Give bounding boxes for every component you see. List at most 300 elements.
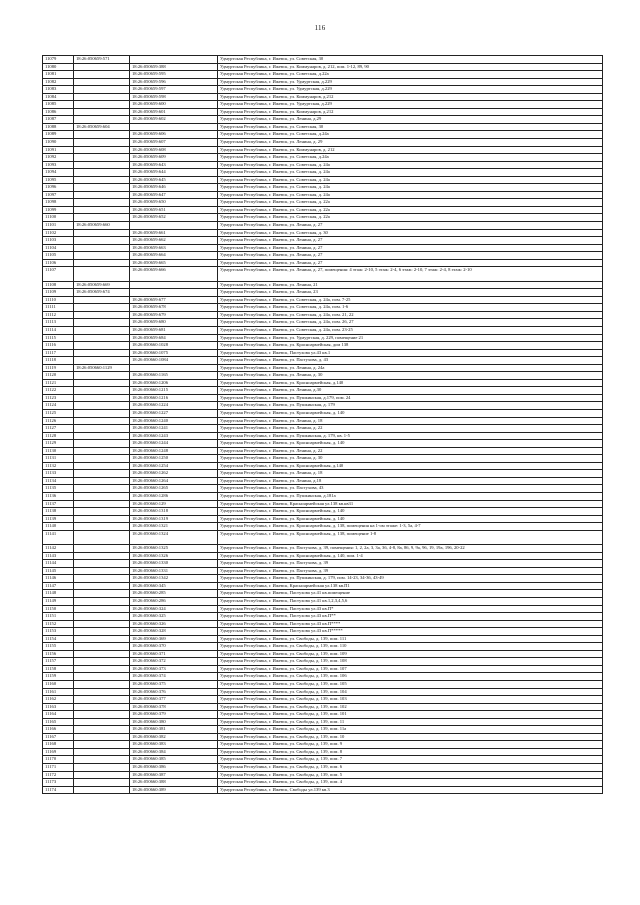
- record-number-cell: 11151: [43, 613, 74, 621]
- record-number-cell: 11088: [43, 123, 74, 131]
- land-parcel-number-cell: [74, 259, 130, 267]
- land-parcel-number-cell: [74, 613, 130, 621]
- record-number-cell: 11109: [43, 289, 74, 297]
- property-number-cell: 18:26:050660:380: [130, 718, 218, 726]
- table-row: [43, 311, 603, 319]
- record-number-cell: 11080: [43, 63, 74, 71]
- record-number-cell: 11130: [43, 447, 74, 455]
- property-number-cell: 18:26:050660:377: [130, 696, 218, 704]
- record-number-cell: 11094: [43, 169, 74, 177]
- property-number-cell: 18:26:050660:1286: [130, 493, 218, 501]
- land-parcel-number-cell: 18:26:050659:571: [74, 56, 130, 64]
- record-number-cell: 11161: [43, 688, 74, 696]
- record-number-cell: 11173: [43, 779, 74, 787]
- property-number-cell: 18:26:050660:1248: [130, 447, 218, 455]
- address-cell: Удмуртская Республика, г. Ижевск, ул. Ленина, д.30: [218, 387, 603, 395]
- property-number-cell: 18:26:050659:647: [130, 191, 218, 199]
- address-cell: Удмуртская Республика, г. Ижевск, Пастухова ул.43 кв.П****: [218, 620, 603, 628]
- address-cell: Удмуртская Республика, г. Ижевск, ул. Коммунаров, д. 212: [218, 146, 603, 154]
- record-number-cell: 11105: [43, 252, 74, 260]
- property-number-cell: 18:26:050660:1342: [130, 575, 218, 583]
- record-number-cell: 11096: [43, 184, 74, 192]
- property-number-cell: 18:26:050660:384: [130, 748, 218, 756]
- land-parcel-number-cell: [74, 131, 130, 139]
- table-row: [43, 244, 603, 252]
- record-number-cell: 11157: [43, 658, 74, 666]
- land-parcel-number-cell: [74, 252, 130, 260]
- address-cell: Удмуртская Республика, г. Ижевск, ул. Красноармейская, д.140: [218, 379, 603, 387]
- record-number-cell: 11169: [43, 748, 74, 756]
- land-parcel-number-cell: [74, 101, 130, 109]
- table-row: [43, 440, 603, 448]
- table-row: [43, 530, 603, 544]
- property-number-cell: 18:26:050660:383: [130, 741, 218, 749]
- record-number-cell: 11149: [43, 597, 74, 605]
- property-number-cell: 18:26:050659:661: [130, 229, 218, 237]
- address-cell: Удмуртская Республика, г. Ижевск, ул. Красноармейская, д. 140: [218, 410, 603, 418]
- record-number-cell: 11118: [43, 357, 74, 365]
- property-number-cell: 18:26:050660:379: [130, 711, 218, 719]
- land-parcel-number-cell: [74, 116, 130, 124]
- address-cell: Удмуртская Республика, г. Ижевск, ул. Красноармейская, д. 138, помещение 1-8: [218, 530, 603, 544]
- address-cell: Удмуртская Республика, г. Ижевск, ул. Советская, 30: [218, 56, 603, 64]
- address-cell: Удмуртская Республика, г. Ижевск, ул. Ленина, д. 30: [218, 455, 603, 463]
- property-number-cell: [130, 281, 218, 289]
- land-parcel-number-cell: [74, 696, 130, 704]
- table-row: [43, 252, 603, 260]
- land-parcel-number-cell: [74, 628, 130, 636]
- property-number-cell: 18:26:050659:666: [130, 267, 218, 281]
- property-number-cell: 18:26:050659:601: [130, 108, 218, 116]
- address-cell: Удмуртская Республика, г. Ижевск, ул. Свободы, д. 139, пом. 103: [218, 696, 603, 704]
- record-number-cell: 11098: [43, 199, 74, 207]
- property-number-cell: 18:26:050660:374: [130, 673, 218, 681]
- land-parcel-number-cell: [74, 176, 130, 184]
- table-row: [43, 696, 603, 704]
- address-cell: Удмуртская Республика, г. Ижевск, ул. Ленина, д. 18: [218, 417, 603, 425]
- address-cell: Удмуртская Республика, г. Ижевск, ул. Свободы, д. 139, пом. 6: [218, 764, 603, 772]
- record-number-cell: 11152: [43, 620, 74, 628]
- record-number-cell: 11125: [43, 410, 74, 418]
- record-number-cell: 11093: [43, 161, 74, 169]
- address-cell: Удмуртская Республика, г. Ижевск, ул. Советская, д. 24а: [218, 191, 603, 199]
- property-number-cell: 18:26:050660:385: [130, 756, 218, 764]
- land-parcel-number-cell: [74, 567, 130, 575]
- table-row: [43, 326, 603, 334]
- record-number-cell: 11091: [43, 146, 74, 154]
- address-cell: Удмуртская Республика, г. Ижевск, ул. Свободы, д. 139, пом. 5: [218, 771, 603, 779]
- address-cell: Удмуртская Республика, г. Ижевск, ул. Советская, д. 22а: [218, 199, 603, 207]
- land-parcel-number-cell: [74, 665, 130, 673]
- address-cell: Удмуртская Республика, г. Ижевск, ул. Свободы, д. 139, пом. 7: [218, 756, 603, 764]
- land-parcel-number-cell: 18:26:050659:604: [74, 123, 130, 131]
- land-parcel-number-cell: [74, 410, 130, 418]
- address-cell: Удмуртская Республика, г. Ижевск, ул. Советская, д.22а: [218, 71, 603, 79]
- address-cell: Удмуртская Республика, г. Ижевск, ул. Свободы, д. 139, пом. 104: [218, 688, 603, 696]
- property-number-cell: 18:26:050659:650: [130, 199, 218, 207]
- address-cell: Удмуртская Республика, г. Ижевск, ул. Свободы, д. 139, пом. 111: [218, 635, 603, 643]
- address-cell: Удмуртская Республика, г. Ижевск, ул. Коммунаров, д. 212, пом. 1-12, 89, 90: [218, 63, 603, 71]
- table-row: [43, 628, 603, 636]
- land-parcel-number-cell: [74, 206, 130, 214]
- land-parcel-number-cell: [74, 703, 130, 711]
- address-cell: Удмуртская Республика, г. Ижевск, ул. Советская, 30: [218, 123, 603, 131]
- record-number-cell: 11148: [43, 590, 74, 598]
- land-parcel-number-cell: [74, 650, 130, 658]
- table-row: [43, 372, 603, 380]
- address-cell: Удмуртская Республика, г. Ижевск, ул. Пастухова, д. 43: [218, 357, 603, 365]
- record-number-cell: 11153: [43, 628, 74, 636]
- table-row: [43, 432, 603, 440]
- property-number-cell: 18:26:050660:1075: [130, 349, 218, 357]
- property-number-cell: [130, 364, 218, 372]
- record-number-cell: 11090: [43, 139, 74, 147]
- land-parcel-number-cell: [74, 680, 130, 688]
- land-parcel-number-cell: [74, 605, 130, 613]
- table-row: [43, 582, 603, 590]
- address-cell: Удмуртская Республика, г. Ижевск, ул. Пушкинская, д. 179: [218, 402, 603, 410]
- property-number-cell: 18:26:050659:388: [130, 63, 218, 71]
- property-number-cell: 18:26:050660:285: [130, 590, 218, 598]
- table-row: [43, 86, 603, 94]
- address-cell: Удмуртская Республика, г. Ижевск, ул. Ленина, д.18: [218, 477, 603, 485]
- record-number-cell: 11137: [43, 500, 74, 508]
- land-parcel-number-cell: [74, 161, 130, 169]
- property-number-cell: 18:26:050660:1206: [130, 379, 218, 387]
- property-number-cell: 18:26:050659:663: [130, 244, 218, 252]
- address-cell: Удмуртская Республика, г. Ижевск, ул. Пушкинская, д.181а: [218, 493, 603, 501]
- address-cell: Удмуртская Республика, г. Ижевск, ул. Пушкинская, д. 179, кв. 1-5: [218, 432, 603, 440]
- table-row: [43, 222, 603, 230]
- property-number-cell: 18:26:050659:678: [130, 304, 218, 312]
- address-cell: Удмуртская Республика, г. Ижевск, ул. Пастухова, д. 39: [218, 560, 603, 568]
- land-parcel-number-cell: [74, 597, 130, 605]
- property-number-cell: 18:26:050660:129: [130, 500, 218, 508]
- property-number-cell: 18:26:050660:1326: [130, 552, 218, 560]
- record-number-cell: 11154: [43, 635, 74, 643]
- property-number-cell: 18:26:050660:1250: [130, 455, 218, 463]
- table-row: [43, 176, 603, 184]
- property-number-cell: 18:26:050660:1262: [130, 470, 218, 478]
- record-number-cell: 11167: [43, 733, 74, 741]
- land-parcel-number-cell: [74, 493, 130, 501]
- address-cell: Удмуртская Республика, г. Ижевск, ул. Свободы, д. 139, пом. 4: [218, 779, 603, 787]
- land-parcel-number-cell: [74, 552, 130, 560]
- property-number-cell: 18:26:050660:1227: [130, 410, 218, 418]
- record-number-cell: 11100: [43, 214, 74, 222]
- address-cell: Удмуртская Республика, г. Ижевск, ул. Советская, д. 24а: [218, 169, 603, 177]
- property-number-cell: 18:26:050659:664: [130, 252, 218, 260]
- property-number-cell: 18:26:050660:370: [130, 643, 218, 651]
- table-row: [43, 756, 603, 764]
- address-cell: Удмуртская Республика, г. Ижевск, ул. Удмуртская, д. 229, помещение 21: [218, 334, 603, 342]
- land-parcel-number-cell: 18:26:050659:674: [74, 289, 130, 297]
- table-row: [43, 379, 603, 387]
- address-cell: Удмуртская Республика, г. Ижевск, ул. Свободы, д. 139, пом. 10: [218, 733, 603, 741]
- table-row: [43, 688, 603, 696]
- land-parcel-number-cell: [74, 71, 130, 79]
- record-number-cell: 11095: [43, 176, 74, 184]
- address-cell: Удмуртская Республика, г. Ижевск, ул. Ленина, д. 27: [218, 222, 603, 230]
- address-cell: Удмуртская Республика, г. Ижевск, ул. Пастухова, д. 39: [218, 567, 603, 575]
- record-number-cell: 11110: [43, 296, 74, 304]
- table-row: [43, 357, 603, 365]
- property-number-cell: [130, 123, 218, 131]
- table-row: [43, 620, 603, 628]
- record-number-cell: 11079: [43, 56, 74, 64]
- property-number-cell: 18:26:050660:387: [130, 771, 218, 779]
- table-row: [43, 364, 603, 372]
- table-row: [43, 56, 603, 64]
- record-number-cell: 11092: [43, 154, 74, 162]
- table-row: [43, 214, 603, 222]
- table-row: [43, 319, 603, 327]
- property-number-cell: 18:26:050659:645: [130, 176, 218, 184]
- record-number-cell: 11101: [43, 222, 74, 230]
- property-number-cell: [130, 289, 218, 297]
- property-number-cell: 18:26:050660:382: [130, 733, 218, 741]
- address-cell: Удмуртская Республика, г. Ижевск, ул. Коммунаров, д.212: [218, 93, 603, 101]
- land-parcel-number-cell: [74, 440, 130, 448]
- property-number-cell: 18:26:050659:646: [130, 184, 218, 192]
- address-cell: Удмуртская Республика, г. Ижевск, ул. Свободы, д. 139, пом. 11: [218, 718, 603, 726]
- property-number-cell: 18:26:050660:1254: [130, 462, 218, 470]
- property-number-cell: 18:26:050660:388: [130, 779, 218, 787]
- record-number-cell: 11087: [43, 116, 74, 124]
- address-cell: Удмуртская Республика, г. Ижевск, ул. Советская, д.24а: [218, 131, 603, 139]
- record-number-cell: 11160: [43, 680, 74, 688]
- record-number-cell: 11126: [43, 417, 74, 425]
- record-number-cell: 11135: [43, 485, 74, 493]
- address-cell: Удмуртская Республика, г. Ижевск, ул. Советская, д. 24а, пом. 1-6: [218, 304, 603, 312]
- record-number-cell: 11146: [43, 575, 74, 583]
- land-parcel-number-cell: [74, 334, 130, 342]
- property-number-cell: 18:26:050660:326: [130, 620, 218, 628]
- land-parcel-number-cell: [74, 229, 130, 237]
- address-cell: Удмуртская Республика, г. Ижевск, ул. Ленина, д. 27, помещения: 4 этаж: 2-10, 5 этаж: 2-4, 6 этаж: 2-10, 7 этаж: 2-4, 8 этаж: 2-10: [218, 267, 603, 281]
- record-number-cell: 11107: [43, 267, 74, 281]
- table-row: [43, 545, 603, 553]
- record-number-cell: 11170: [43, 756, 74, 764]
- record-number-cell: 11147: [43, 582, 74, 590]
- land-parcel-number-cell: [74, 688, 130, 696]
- table-row: [43, 462, 603, 470]
- table-row: [43, 726, 603, 734]
- record-number-cell: 11102: [43, 229, 74, 237]
- table-row: [43, 786, 603, 794]
- table-row: [43, 552, 603, 560]
- record-number-cell: 11168: [43, 741, 74, 749]
- address-cell: Удмуртская Республика, г. Ижевск, ул. Свободы, д. 139, пом. 11а: [218, 726, 603, 734]
- property-number-cell: 18:26:050660:386: [130, 764, 218, 772]
- registry-table-body: [43, 56, 603, 794]
- property-number-cell: 18:26:050660:1265: [130, 485, 218, 493]
- address-cell: Удмуртская Республика, г. Ижевск, Красноармейская ул.138 кв.кв31: [218, 500, 603, 508]
- property-number-cell: 18:26:050659:602: [130, 116, 218, 124]
- table-row: [43, 71, 603, 79]
- property-number-cell: 18:26:050660:375: [130, 680, 218, 688]
- address-cell: Удмуртская Республика, г. Ижевск, ул. Красноармейская, д. 138, помещения на 1-ом этаже: 1-3, 5а, 4-7: [218, 523, 603, 531]
- table-row: [43, 567, 603, 575]
- table-row: [43, 289, 603, 297]
- table-row: [43, 184, 603, 192]
- record-number-cell: 11123: [43, 394, 74, 402]
- record-number-cell: 11158: [43, 665, 74, 673]
- record-number-cell: 11142: [43, 545, 74, 553]
- table-row: [43, 650, 603, 658]
- land-parcel-number-cell: [74, 523, 130, 531]
- record-number-cell: 11127: [43, 425, 74, 433]
- address-cell: Удмуртская Республика, г. Ижевск, ул. Удмуртская, д.229: [218, 86, 603, 94]
- record-number-cell: 11144: [43, 560, 74, 568]
- land-parcel-number-cell: [74, 296, 130, 304]
- table-row: [43, 304, 603, 312]
- property-number-cell: 18:26:050659:598: [130, 93, 218, 101]
- land-parcel-number-cell: [74, 108, 130, 116]
- table-row: [43, 673, 603, 681]
- record-number-cell: 11132: [43, 462, 74, 470]
- land-parcel-number-cell: [74, 146, 130, 154]
- property-number-cell: 18:26:050660:1244: [130, 440, 218, 448]
- record-number-cell: 11084: [43, 93, 74, 101]
- address-cell: Удмуртская Республика, г. Ижевск, Пастухова ул.43 кв.П**: [218, 613, 603, 621]
- address-cell: Удмуртская Республика, г. Ижевск, ул. Свободы, д. 139, пом. 106: [218, 673, 603, 681]
- land-parcel-number-cell: [74, 349, 130, 357]
- record-number-cell: 11140: [43, 523, 74, 531]
- record-number-cell: 11115: [43, 334, 74, 342]
- address-cell: Удмуртская Республика, г. Ижевск, ул. Ленина, д. 22: [218, 447, 603, 455]
- table-row: [43, 229, 603, 237]
- table-row: [43, 139, 603, 147]
- address-cell: Удмуртская Республика, г. Ижевск, ул. Советская, д. 24а, пом. 7-25: [218, 296, 603, 304]
- land-parcel-number-cell: [74, 515, 130, 523]
- record-number-cell: 11129: [43, 440, 74, 448]
- land-parcel-number-cell: 18:26:050659:669: [74, 281, 130, 289]
- land-parcel-number-cell: [74, 154, 130, 162]
- property-number-cell: 18:26:050660:378: [130, 703, 218, 711]
- table-row: [43, 93, 603, 101]
- land-parcel-number-cell: [74, 590, 130, 598]
- property-number-cell: 18:26:050660:381: [130, 726, 218, 734]
- land-parcel-number-cell: [74, 169, 130, 177]
- address-cell: Удмуртская Республика, г. Ижевск, ул. Советская, д. 24а: [218, 161, 603, 169]
- address-cell: Удмуртская Республика, г. Ижевск, ул. Ленина, д. 27: [218, 237, 603, 245]
- record-number-cell: 11089: [43, 131, 74, 139]
- property-number-cell: [130, 56, 218, 64]
- land-parcel-number-cell: [74, 786, 130, 794]
- table-row: [43, 764, 603, 772]
- record-number-cell: 11083: [43, 86, 74, 94]
- address-cell: Удмуртская Республика, г. Ижевск, ул. Свободы, д. 139, пом. 108: [218, 658, 603, 666]
- table-row: [43, 515, 603, 523]
- record-number-cell: 11172: [43, 771, 74, 779]
- record-number-cell: 11136: [43, 493, 74, 501]
- table-row: [43, 191, 603, 199]
- address-cell: Удмуртская Республика, г. Ижевск, ул. Коммунаров, д.212: [218, 108, 603, 116]
- table-row: [43, 63, 603, 71]
- table-row: [43, 387, 603, 395]
- table-row: [43, 108, 603, 116]
- land-parcel-number-cell: [74, 447, 130, 455]
- land-parcel-number-cell: [74, 500, 130, 508]
- property-number-cell: 18:26:050660:1331: [130, 567, 218, 575]
- table-row: [43, 78, 603, 86]
- record-number-cell: 11081: [43, 71, 74, 79]
- land-parcel-number-cell: [74, 184, 130, 192]
- property-number-cell: 18:26:050659:662: [130, 237, 218, 245]
- property-number-cell: 18:26:050660:1084: [130, 357, 218, 365]
- land-parcel-number-cell: [74, 311, 130, 319]
- record-number-cell: 11104: [43, 244, 74, 252]
- address-cell: Удмуртская Республика, г. Ижевск, ул. Советская, д. 22а: [218, 206, 603, 214]
- property-number-cell: 18:26:050659:677: [130, 296, 218, 304]
- record-number-cell: 11117: [43, 349, 74, 357]
- address-cell: Удмуртская Республика, г. Ижевск, ул. Красноармейская, д. 140: [218, 515, 603, 523]
- address-cell: Удмуртская Республика, г. Ижевск, ул. Свободы, д. 139, пом. 109: [218, 650, 603, 658]
- land-parcel-number-cell: [74, 455, 130, 463]
- record-number-cell: 11134: [43, 477, 74, 485]
- land-parcel-number-cell: [74, 582, 130, 590]
- land-parcel-number-cell: [74, 319, 130, 327]
- table-row: [43, 711, 603, 719]
- address-cell: Удмуртская Республика, г. Ижевск, Пастухова ул.41 кв.помещение: [218, 590, 603, 598]
- record-number-cell: 11128: [43, 432, 74, 440]
- property-number-cell: 18:26:050659:643: [130, 161, 218, 169]
- address-cell: Удмуртская Республика, г. Ижевск, ул. Ленина, д. 27: [218, 259, 603, 267]
- land-parcel-number-cell: 18:26:050660:1129: [74, 364, 130, 372]
- address-cell: Удмуртская Республика, г. Ижевск, ул. Советская, д. 24а: [218, 176, 603, 184]
- table-row: [43, 748, 603, 756]
- table-row: [43, 703, 603, 711]
- record-number-cell: 11124: [43, 402, 74, 410]
- property-number-cell: [130, 222, 218, 230]
- table-row: [43, 741, 603, 749]
- address-cell: Удмуртская Республика, г. Ижевск, ул. Свободы, д. 139, пом. 110: [218, 643, 603, 651]
- property-number-cell: 18:26:050660:1325: [130, 545, 218, 553]
- property-number-cell: 18:26:050660:1318: [130, 508, 218, 516]
- land-parcel-number-cell: [74, 417, 130, 425]
- record-number-cell: 11099: [43, 206, 74, 214]
- table-row: [43, 733, 603, 741]
- property-number-cell: 18:26:050659:679: [130, 311, 218, 319]
- property-number-cell: 18:26:050660:1165: [130, 372, 218, 380]
- table-row: [43, 334, 603, 342]
- address-cell: Удмуртская Республика, г. Ижевск, ул. Свободы, д. 139, пом. 107: [218, 665, 603, 673]
- record-number-cell: 11112: [43, 311, 74, 319]
- table-row: [43, 101, 603, 109]
- address-cell: Удмуртская Республика, г. Ижевск, ул. Красноармейская, дом 138: [218, 342, 603, 350]
- address-cell: Удмуртская Республика, г. Ижевск, ул. Красноармейская, д. 140, пом. 1-4: [218, 552, 603, 560]
- address-cell: Удмуртская Республика, г. Ижевск, ул. Свободы, д. 139, пом. 102: [218, 703, 603, 711]
- land-parcel-number-cell: [74, 357, 130, 365]
- property-number-cell: 18:26:050659:680: [130, 319, 218, 327]
- registry-table: [42, 55, 603, 794]
- land-parcel-number-cell: [74, 771, 130, 779]
- address-cell: Удмуртская Республика, г. Ижевск, ул. Пастухова, 43: [218, 485, 603, 493]
- property-number-cell: 18:26:050660:325: [130, 613, 218, 621]
- land-parcel-number-cell: [74, 748, 130, 756]
- table-row: [43, 477, 603, 485]
- land-parcel-number-cell: [74, 78, 130, 86]
- land-parcel-number-cell: [74, 620, 130, 628]
- land-parcel-number-cell: [74, 764, 130, 772]
- record-number-cell: 11156: [43, 650, 74, 658]
- property-number-cell: 18:26:050660:1215: [130, 387, 218, 395]
- table-row: [43, 680, 603, 688]
- table-row: [43, 665, 603, 673]
- land-parcel-number-cell: [74, 191, 130, 199]
- land-parcel-number-cell: [74, 372, 130, 380]
